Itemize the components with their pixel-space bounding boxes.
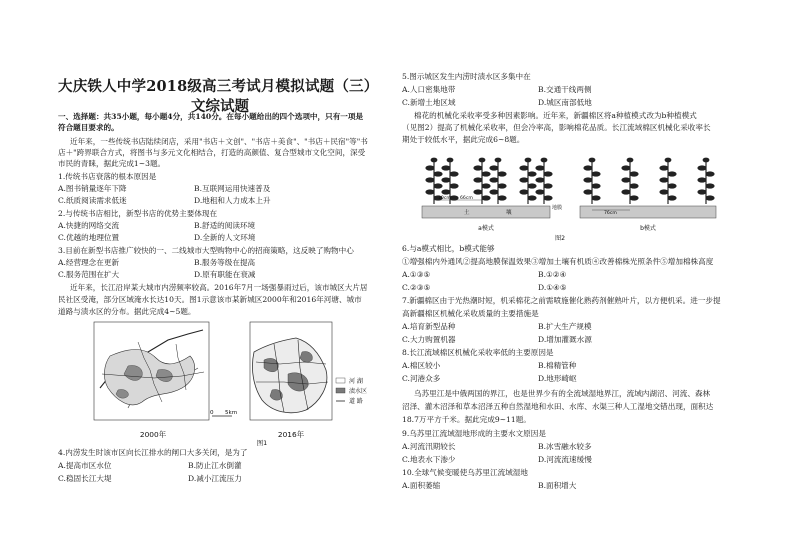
q8-option-c: C.河港众多 [402,374,441,383]
passage3-line-1: 棉花的机械化采收率受多种因素影响。近年来，新疆棉区将a种植模式改为b种植模式 [414,111,697,120]
mode-a [422,158,562,232]
mode-a-spacing-1: 10cm [438,196,451,201]
passage1-line-2: 店＋"跨界联合方式，将图书与多元文化相结合，打造的高颜值、复合型城市文化空间，深受 [58,148,366,157]
map-2000-label: 2000年 [139,430,167,439]
instructions-line-1: 一、选择题：共35小题，每小题4分，共140分。在每小题给出的四个选项中，只有一项是 [58,112,364,121]
mode-a-label: a模式 [478,225,494,232]
q3-stem: 3.目前在新型书店推广较快的一、二线城市大型购物中心的招商策略，这反映了购物中心 [58,246,354,255]
figure-2-planting [420,148,720,242]
exam-subtitle: 文综试题 [191,98,249,115]
q2-option-d: D.全新的人文环境 [194,233,256,242]
q2-option-b: B.舒适的阅读环境 [194,221,256,230]
soil-text-1: 土 [464,210,470,216]
q10-stem: 10.全球气候变暖使乌苏里江流域湿地 [402,468,528,477]
passage3-line-2: （见图2）提高了机械化采收率，但会冷率高，影响棉花品质。长江流域棉区机械化采收率长 [402,123,711,132]
q9-option-b: B.冰雪融水较多 [538,442,592,451]
q7-stem-2: 高新疆棉区机械化采收质量的主要措施是 [402,309,539,318]
map-2016-label: 2016年 [277,430,305,439]
q7-option-b: B.扩大生产规模 [538,322,592,331]
q5-option-c: C.新增土地区域 [402,98,456,107]
q5-option-a: A.人口密集地带 [402,85,456,94]
q4-option-b: B.防止江水倒灌 [188,461,242,470]
soil-text-2: 壤 [506,210,512,216]
q3-option-d: D.原有职能在衰减 [194,270,256,279]
q6-statements: ①增强棉内外通风②提高地膜保温效果③增加土壤有机质④改善棉株光照条件⑤增加棉株高度 [402,257,714,266]
scale-bar [210,410,237,416]
q8-option-a: A.棉区较小 [402,361,441,370]
figure-2-caption: 图2 [554,235,566,242]
q6-stem: 6.与a模式相比，b模式能够 [402,244,495,253]
map-2016 [250,322,332,439]
legend-road: 道 路 [349,398,363,405]
passage3-line-3: 期处于较低水平，据此完成6~8题。 [402,135,525,144]
q9-option-a: A.河流汛期较长 [402,442,456,451]
figure-1-caption: 图1 [256,439,268,446]
q7-option-c: C.大力购置机器 [402,335,456,344]
q2-option-c: C.优越的地理位置 [58,233,120,242]
q8-option-d: D.地形崎岖 [538,374,577,383]
q7-option-a: A.培育新型品种 [402,322,456,331]
q4-option-a: A.提高市区水位 [58,461,112,470]
figure-1-maps [58,318,390,446]
q6-option-b: B.①②④ [538,270,567,279]
passage2-line-3: 道路与渍水区的分布。据此完成4~5题。 [58,307,196,316]
passage4-line-1: 乌苏里江是中俄两国的界江，也是世界少有的全流域湿地界江，流域内湖沼、河流、森林 [414,389,711,398]
q4-stem: 4.内涝发生时该市区向长江排水的闸口大多关闭，是为了 [58,448,248,457]
q10-option-b: B.面积增大 [538,481,577,490]
q3-option-a: A.经营理念在更新 [58,258,120,267]
mode-a-spacing-2: 66cm [460,196,473,201]
passage1-line-3: 市民的青睐，据此完成1~3题。 [58,159,166,168]
q9-option-d: D.河流流速缓慢 [538,455,592,464]
q9-stem: 9.乌苏里江流域湿地形成的主要水文原因是 [402,429,546,438]
plastic-film-label: 地膜 [552,205,563,211]
map-2000 [94,322,209,439]
q6-option-a: A.①③⑤ [402,270,431,279]
q8-option-b: B.棉精管种 [538,361,577,370]
q1-option-c: C.纸质阅读需求低迷 [58,196,127,205]
q2-option-a: A.快捷的网络交流 [58,221,120,230]
mode-b-spacing: 76cm [604,211,617,216]
q5-option-d: D.城区南部低地 [538,98,592,107]
q1-option-a: A.图书销量逐年下降 [58,184,127,193]
q9-option-c: C.地表水下渗少 [402,455,456,464]
q10-option-a: A.面积萎缩 [402,481,441,490]
q6-option-c: C.②③⑤ [402,283,431,292]
q3-option-c: C.服务范围在扩大 [58,270,120,279]
q6-option-d: D.①④⑤ [538,283,567,292]
q2-stem: 2.与传统书店相比，新型书店的优势主要体现在 [58,209,218,218]
q7-stem-1: 7.新疆棉区由于光热潮时短，机采棉花之前需喷施催化熟药剂催熟叶片，以方便机采。进一步提 [402,296,721,305]
q5-option-b: B.交通干线两侧 [538,85,592,94]
q1-option-b: B.互联网运用快速普及 [194,184,271,193]
mode-b [580,158,716,232]
scale-end: 5km [225,410,238,416]
passage4-line-3: 18.7万平方千米。据此完成9~11题。 [402,415,531,424]
passage1-line-1: 近年来，一些传统书店陆续闭店，采用"书店＋文创"、"书店＋美食"、"书店＋民宿"等"书 [70,137,368,146]
q1-stem: 1.传统书店衰落的根本原因是 [58,172,157,181]
q7-option-d: D.增加灌溉水源 [538,335,592,344]
q8-stem: 8.长江流域棉区机械化采收率低的主要原因是 [402,348,554,357]
legend-lake: 河 湖 [349,378,363,385]
passage4-line-2: 沼泽、灌木沼泽和草本沼泽五种自然湿地和水田、水库、水渠三种人工湿地交错出现，面积达 [402,402,714,411]
instructions-line-2: 符合题目要求的。 [58,123,119,132]
exam-title: 大庆铁人中学2018级高三考试月模拟试题（三） [58,78,379,95]
q1-option-d: D.地租和人力成本上升 [194,196,271,205]
legend-waterlog: 渍水区 [349,388,368,395]
scale-start: 0 [210,410,214,416]
mode-b-label: b模式 [640,225,656,232]
q3-option-b: B.服务等级在提高 [194,258,256,267]
passage2-line-2: 民社区受淹，部分区域淹水长达10天。图1示意该市某新城区2000年和2016年河塘、城市 [58,295,362,304]
q4-option-d: D.减小江流压力 [188,474,242,483]
map-legend [336,377,367,405]
q5-stem: 5.图示城区发生内涝时渍水区多集中在 [402,72,531,81]
q4-option-c: C.稳固长江大堤 [58,474,112,483]
passage2-line-1: 近年来，长江沿岸某大城市内涝频率较高。2016年7月一场强暴雨过后，该市城区大片居 [70,283,368,292]
